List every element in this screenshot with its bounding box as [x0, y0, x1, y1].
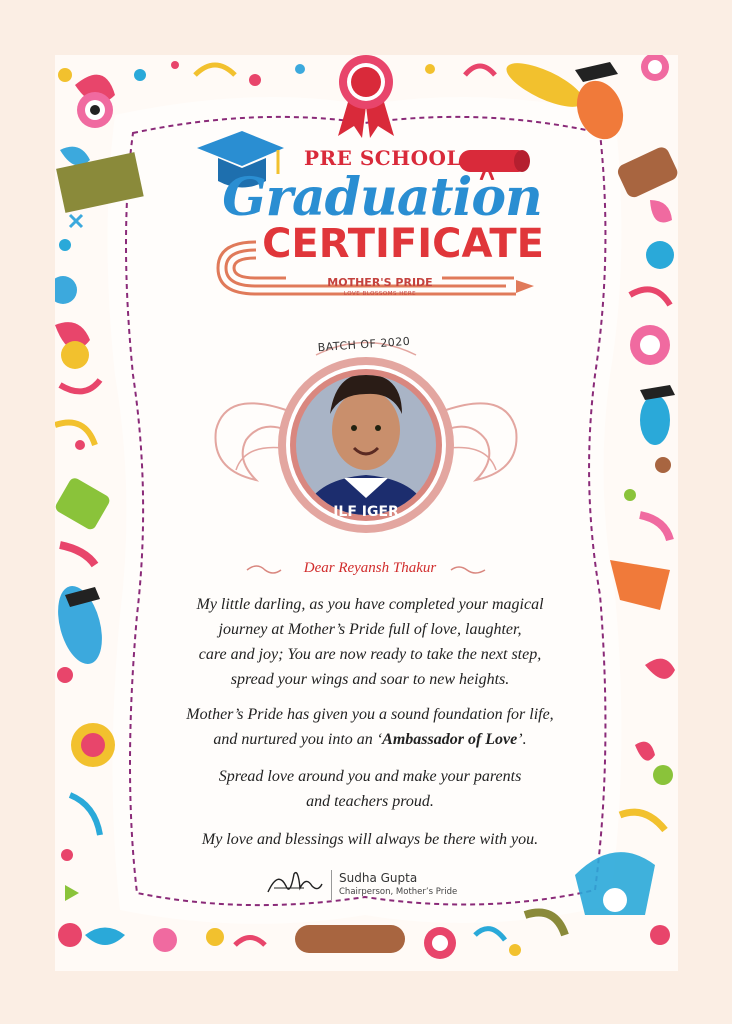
letter-paragraph-4	[120, 827, 620, 852]
paragraph-line: care and joy; You are now ready to take the next step,	[198, 646, 542, 663]
salutation: Dear Reyansh Thakur	[303, 560, 437, 576]
batch-label: BATCH OF 2020	[317, 334, 411, 355]
letter-paragraph-2	[120, 702, 620, 752]
graduation-cap-icon	[640, 385, 675, 400]
paragraph-line: My love and blessings will always be there with you.	[201, 831, 539, 848]
paragraph-text: and nurtured you into an ‘	[213, 731, 383, 748]
paragraph-line: and teachers proud.	[306, 793, 434, 810]
paragraph-line	[120, 727, 620, 752]
paragraph-line: Mother’s Pride has given you a sound foundation for life,	[186, 706, 554, 723]
brand-tagline: LOVE BLOSSOMS HERE	[343, 291, 417, 297]
ambassador-of-love-emphasis: Ambassador of Love	[382, 731, 518, 748]
photo-medallion	[206, 330, 526, 540]
paragraph-line: spread your wings and soar to new heights.	[230, 671, 510, 688]
paragraph-line: Spread love around you and make your parents	[218, 768, 522, 785]
graduation-cap-icon	[575, 62, 618, 82]
signatory-title: Chairperson, Mother’s Pride	[339, 887, 458, 897]
signature-scribble	[264, 866, 326, 900]
paragraph-line: My little darling, as you have completed your magical	[196, 596, 544, 613]
heart-icon	[635, 742, 655, 761]
graduation-title: Graduation	[222, 167, 542, 228]
paragraph-line: journey at Mother’s Pride full of love, laughter,	[218, 621, 522, 638]
signature-divider	[331, 870, 332, 900]
signatory-name: Sudha Gupta	[339, 871, 418, 885]
diploma-scroll-icon	[615, 145, 678, 200]
letter-paragraph-3	[120, 764, 620, 814]
certificate-title: CERTIFICATE	[262, 221, 544, 267]
pre-school-label: PRE SCHOOL	[304, 146, 462, 170]
brand-name: MOTHER'S PRIDE	[327, 276, 433, 289]
shirt-text: ILF IGER	[333, 504, 399, 520]
diploma-scroll-icon	[295, 925, 405, 953]
letter-paragraph-1	[120, 592, 620, 692]
rosette-icon	[330, 52, 402, 138]
paragraph-text: ’.	[517, 731, 527, 748]
